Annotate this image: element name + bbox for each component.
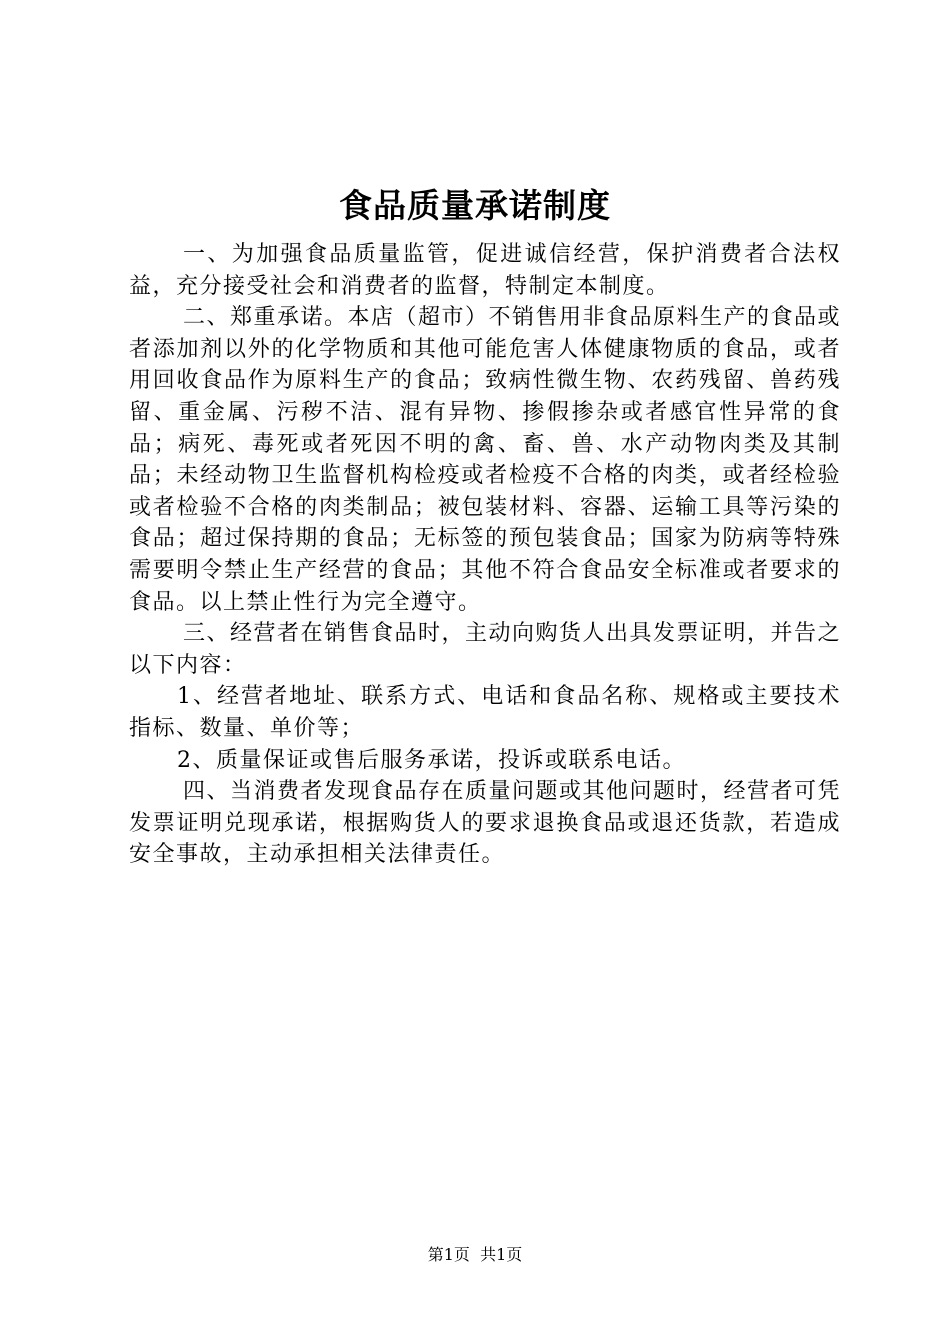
document-title: 食品质量承诺制度	[339, 186, 611, 225]
paragraph-invoice-requirement: 三、经营者在销售食品时，主动向购货人出具发票证明，并告之以下内容：	[129, 621, 842, 678]
paragraph-purpose: 一、为加强食品质量监管，促进诚信经营，保护消费者合法权益，充分接受社会和消费者的监督，特制定本制度。	[129, 242, 841, 299]
list-item-quality-guarantee: 2、质量保证或售后服务承诺，投诉或联系电话。	[177, 747, 686, 773]
paragraph-consumer-remedy: 四、当消费者发现食品存在质量问题或其他问题时，经营者可凭发票证明兑现承诺，根据购货人的要求退换食品或退还货款，若造成安全事故，主动承担相关法律责任。	[129, 779, 842, 868]
list-item-operator-info: 1、经营者地址、联系方式、电话和食品名称、规格或主要技术指标、数量、单价等；	[129, 684, 841, 741]
page-footer: 第1页 共1页	[427, 1245, 523, 1264]
document-body	[129, 239, 841, 871]
paragraph-solemn-commitment: 二、郑重承诺。本店（超市）不销售用非食品原料生产的食品或者添加剂以外的化学物质和其他可能危害人体健康物质的食品，或者用回收食品作为原料生产的食品；致病性微生物、农药残留、兽药残留、重金属、污秽不洁、混有异物、掺假掺杂或者感官性异常的食品；病死、毒死或者死因不明的禽、畜、兽、水产动物肉类及其制品；未经动物卫生监督机构检疫或者检疫不合格的肉类，或者经检验或者检验不合格的肉类制品；被包装材料、容器、运输工具等污染的食品；超过保持期的食品；无标签的预包装食品；国家为防病等特殊需要明令禁止生产经营的食品；其他不符合食品安全标准或者要求的食品。以上禁止性行为完全遵守。	[129, 305, 842, 615]
